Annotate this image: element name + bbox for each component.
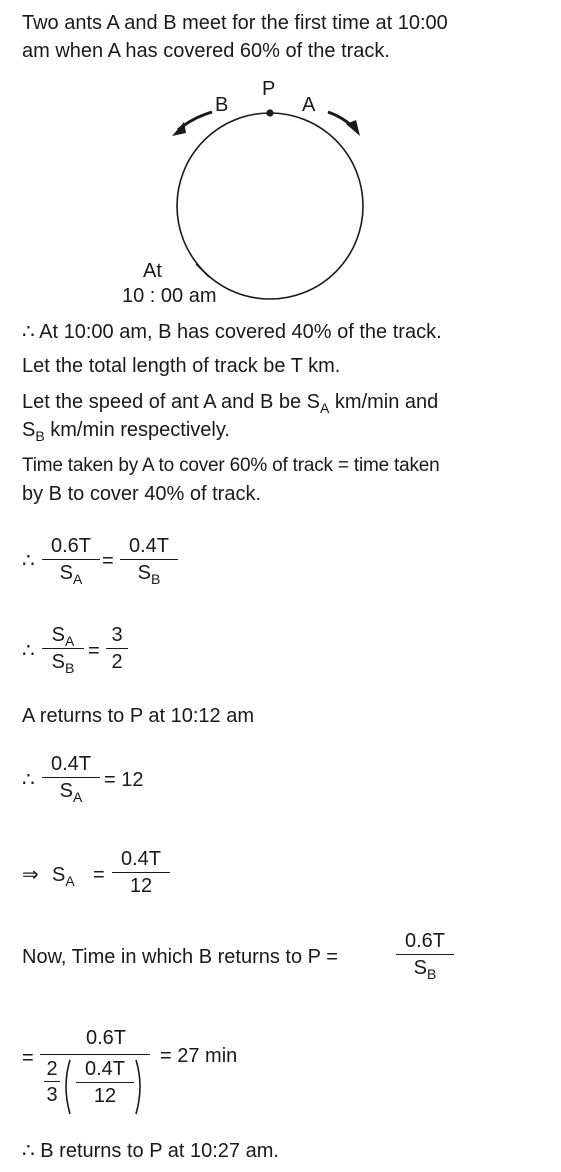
label-a: A xyxy=(302,94,316,116)
eq4-equals: = xyxy=(93,864,105,886)
eq2-fraction-right: $\frac{3}{2}$ xyxy=(106,624,128,673)
time-line-1: Time taken by A to cover 60% of track = time taken xyxy=(22,455,440,476)
eq1-equals: = xyxy=(102,550,114,572)
eq2-therefore: ∴ xyxy=(22,640,35,662)
line-total-length: Let the total length of track be T km. xyxy=(22,355,341,377)
point-p-dot xyxy=(266,109,273,116)
eq2-fraction-left: $\frac{S_A}{S_B}$ xyxy=(42,624,84,673)
eq1-therefore: ∴ xyxy=(22,550,35,572)
eq4-fraction: $\frac{0.4T}{12}$ xyxy=(112,848,170,897)
eq3-fraction: $\frac{0.4T}{S_A}$ xyxy=(42,753,100,802)
eq5-fraction: $\frac{0.6T}{S_B}$ xyxy=(396,930,454,979)
eq1-fraction-left: $\frac{0.6T}{S_A}$ xyxy=(42,535,100,584)
eq3-rhs: = 12 xyxy=(104,769,144,791)
line-b-covered: ∴ At 10:00 am, B has covered 40% of the track. xyxy=(22,321,442,343)
eq6-rhs: = 27 min xyxy=(160,1045,238,1067)
label-b: B xyxy=(215,94,229,116)
eq2-equals: = xyxy=(88,640,100,662)
eq1-fraction-right: $\frac{0.4T}{S_B}$ xyxy=(120,535,178,584)
label-p: P xyxy=(262,78,276,100)
intro-line-2: am when A has covered 60% of the track. xyxy=(22,40,390,62)
eq6-paren-fraction: $\frac{0.4T}{12}$ xyxy=(76,1058,134,1107)
eq3-therefore: ∴ xyxy=(22,769,35,791)
eq4-lhs: $S_A$ xyxy=(52,864,75,889)
speed-line-2: $S_B$ km/min respectively. xyxy=(22,419,230,444)
eq6-inner-fraction: $\frac{2}{3}$ xyxy=(44,1058,60,1106)
track-diagram xyxy=(0,78,561,308)
eq6-main-bar xyxy=(40,1054,150,1055)
left-paren-icon xyxy=(66,1060,70,1114)
eq5-text: Now, Time in which B returns to P = xyxy=(22,946,338,968)
speed-line-1: Let the speed of ant A and B be $S_A$ km/min and xyxy=(22,391,439,416)
circular-track xyxy=(177,113,363,299)
eq4-implies: ⇒ xyxy=(22,864,39,886)
label-time: 10 : 00 am xyxy=(122,285,217,307)
eq6-numerator: 0.6T xyxy=(85,1027,127,1049)
intro-line-1: Two ants A and B meet for the first time at 10:00 xyxy=(22,12,448,34)
time-line-2: by B to cover 40% of track. xyxy=(22,483,261,505)
line-a-returns: A returns to P at 10:12 am xyxy=(22,705,254,727)
meeting-mark-icon xyxy=(196,264,209,277)
right-paren-icon xyxy=(136,1060,140,1114)
conclusion: ∴ B returns to P at 10:27 am. xyxy=(22,1140,279,1162)
eq6-equals: = xyxy=(22,1047,34,1069)
arrow-b-head-icon xyxy=(172,122,186,136)
label-at: At xyxy=(143,260,162,282)
